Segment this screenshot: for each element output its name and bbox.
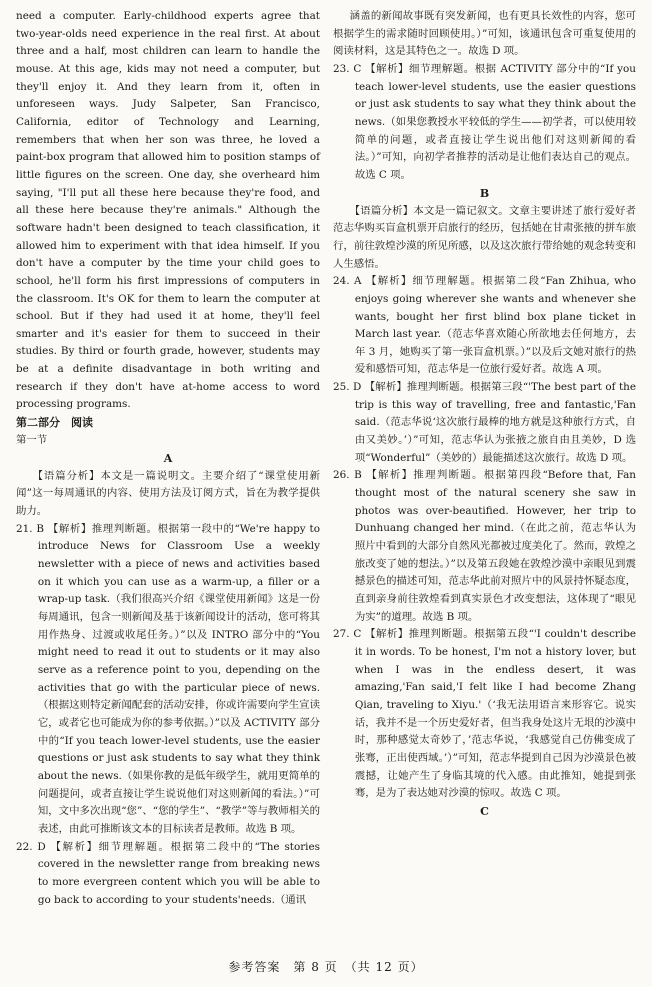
passage-a-letter: A <box>163 451 173 465</box>
answer-22: 22. D 【解析】细节理解题。根据第二段中的“The stories covered in the newsletter range from breaking news to more evergreen content which you will be able to go back to according to your students'needs.（通讯 <box>16 840 320 906</box>
answer-27: 27. C 【解析】推理判断题。根据第五段“'I couldn't describe it in words. To be honest, I'm not a history lover, but when I was in the endless desert, it was amazing,'Fan said,'I felt like I had become Zhang Qian, traveling to Xiyu.'（‘我无法用语言来形容它。说实话，我并不是一个历史爱好者，但当我身处这片无垠的沙漠中时，那种感觉太奇妙了，’范志华说，‘我感觉自己仿佛变成了张骞，正出使西域。’）”可知，范志华提到自己因为沙漠景色被震撼，让她产生了身临其境的代入感。由此推知，她提到张骞，是为了表达她对沙漠的惊叹。故选 C 项。 <box>333 628 636 800</box>
left-column <box>16 8 320 909</box>
part-heading: 第二部分 阅读 <box>16 416 93 430</box>
analysis-a: 【语篇分析】本文是一篇说明文。主要介绍了“课堂使用新闻”这一每周通讯的内容、使用方法及订阅方式，旨在为教学提供助力。 <box>16 469 320 518</box>
right-column <box>333 8 636 821</box>
passage-b-letter: B <box>479 186 490 200</box>
answer-21: 21. B 【解析】推理判断题。根据第一段中的“We're happy to introduce News for Classroom Use a weekly newsletter with a piece of news and activities based on it which you can use as a warm-up, a filler or a wrap-up task.（我们很高兴介绍《课堂使用新闻》这是一份每周通讯，包含一则新闻及基于该新闻设计的活动，您可将其用作热身、过渡或收尾任务。）”以及 INTRO 部分中的“You might need to read it out to students or it may also serve as a reference point to you, depending on the activities that go with the particular piece of news.（根据这则特定新闻配套的活动安排，你或许需要向学生宣读它，或者它也可能成为你的参考依据。）”以及 ACTIVITY 部分中的“If you teach lower-level students, use the easier questions or just ask students to say what they think about the news.（如果你教的是低年级学生，就用更简单的问题提问，或者直接让学生说说他们对这则新闻的看法。）”可知，文中多次出现“您”、“您的学生”、“教学”等与教师相关的表述，由此可推断该文本的目标读者是教师。故选 B 项。 <box>16 522 320 835</box>
answer-23: 23. C 【解析】细节理解题。根据 ACTIVITY 部分中的“If you teach lower-level students, use the easier questions or just ask students to say what they think about the news.（如果您教授水平较低的学生——初学者，可以使用较简单的问题，或者直接让学生说出他们对这则新闻的看法。）”可知，向初学者推荐的活动是让他们表达自己的观点。故选 C 项。 <box>333 62 636 181</box>
answer-26: 26. B 【解析】推理判断题。根据第四段“Before that, Fan thought most of the natural scenery she saw in photos was over-beautified. However, her trip to Dunhuang changed her mind.（在此之前，范志华认为照片中看到的大部分自然风光都被过度美化了。然而，敦煌之旅改变了她的想法。）”以及第五段她在敦煌沙漠中亲眼见到震撼景色的描述可知，范志华此前对照片中的风景持怀疑态度，直到亲身前往敦煌看到真实景色才改变想法，这体现了“眼见为实”的道理。故选 B 项。 <box>333 469 636 623</box>
passage-c-letter: C <box>480 804 489 818</box>
answer-25: 25. D 【解析】推理判断题。根据第三段“'The best part of the trip is this way of travelling, free and fantastic,'Fan said.（范志华说‘这次旅行最棒的地方就是这种旅行方式，自由又美妙。’）”可知，范志华认为张掖之旅自由且美妙，D 选项“Wonderful”（美妙的）最能描述这次旅行。故选 D 项。 <box>333 381 636 464</box>
section-heading: 第一节 <box>16 434 48 447</box>
analysis-b: 【语篇分析】本文是一篇记叙文。文章主要讲述了旅行爱好者范志华购买盲盒机票开启旅行的经历，包括她在甘肃张掖的拼车旅行，前往敦煌沙漠的所见所感，以及这次旅行带给她的观念转变和人生感悟。 <box>333 204 636 270</box>
answer-22-continued: 涵盖的新闻故事既有突发新闻，也有更具长效性的内容，您可根据学生的需求随时回顾使用。）”可知，该通讯包含可重复使用的阅读材料，这是其特色之一。故选 D 项。 <box>333 10 636 58</box>
page-footer: 参考答案 第 8 页 （共 12 页） <box>228 960 424 974</box>
essay-tail: need a computer. Early-childhood experts agree that two-year-olds need experience in the real first. At about three and a half, most children can learn to handle the mouse. At this age, kids may not need a computer, but they'll enjoy it. And they learn from it, often in unforeseen ways. Judy Salpeter, San Francisco, California, editor of Technology and Learning, remembers that when her son was three, he loved a paint-box program that allowed him to position stamps of little figures on the screen. One day, she overheard him saying, "I'll put all these here because they're food, and all these here because they're animals." Although the software hadn't been designed to teach classification, it allowed him to experiment with that idea himself. If you don't have a computer by the time your child goes to school, he'll form his first impressions of computers in the classroom. It's OK for them to learn the computer at school. But if they had used it at home, they'll feel smarter and it's easier for them to succeed in their studies. By third or fourth grade, however, students may be at a definite disadvantage in both writing and research if they don't have at-home access to word processing programs. <box>16 10 320 411</box>
answer-24: 24. A 【解析】细节理解题。根据第二段“Fan Zhihua, who enjoys going wherever she wants and whenever she wants, bought her first blind box plane ticket in March last year.（范志华喜欢随心所欲地去任何地方，去年 3 月，她购买了第一张盲盒机票。）”以及后文她对旅行的热爱和感悟可知，范志华是一位旅行爱好者。故选 A 项。 <box>333 275 636 376</box>
